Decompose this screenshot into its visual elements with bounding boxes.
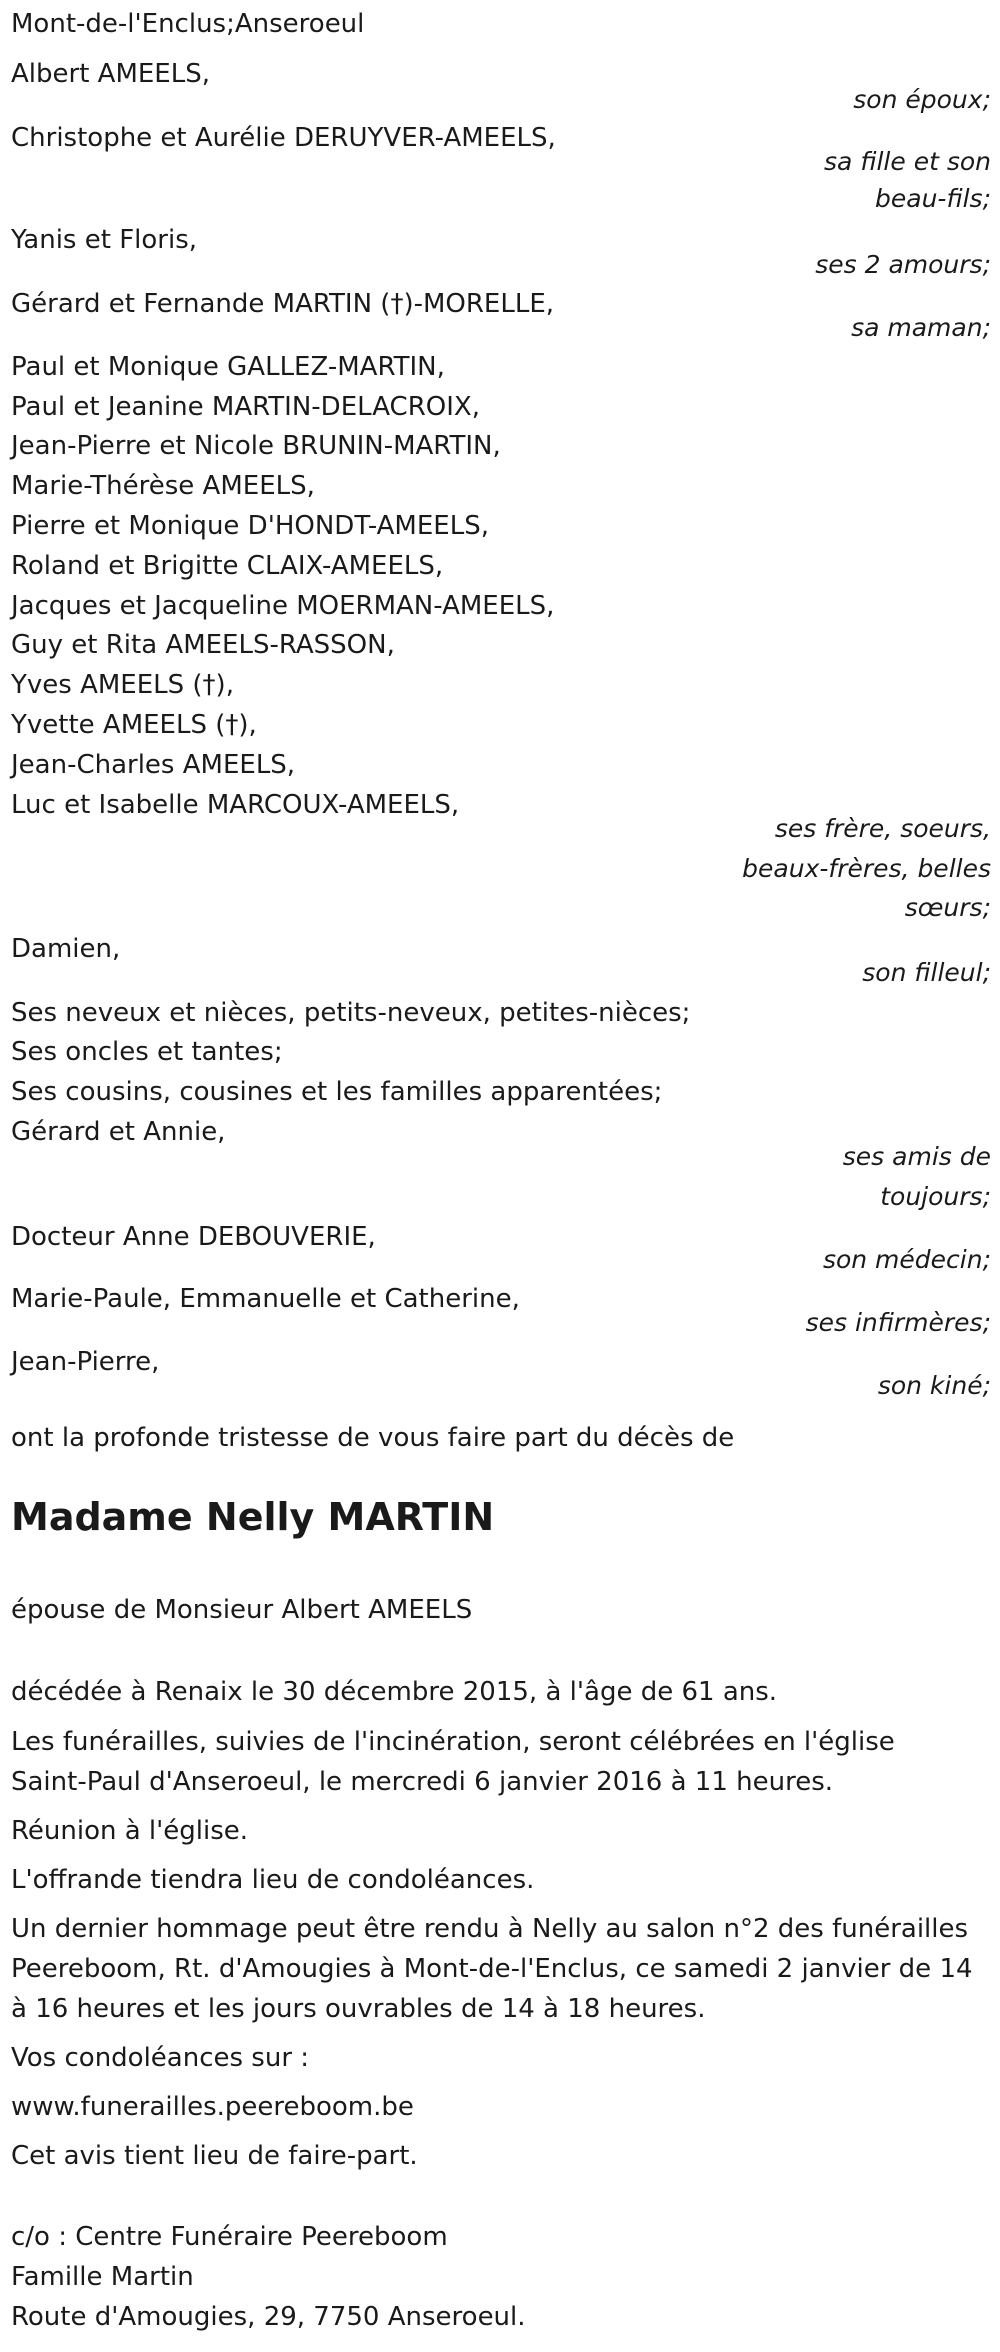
tribute-line: à 16 heures et les jours ouvrables de 14 à 18 heures.	[11, 1994, 706, 2024]
sibling-line: Luc et Isabelle MARCOUX-AMEELS,	[11, 790, 460, 820]
funeral-line: Les funérailles, suivies de l'incinération, seront célébrées en l'église	[11, 1727, 895, 1757]
siblings-role-line2: beaux-frères, belles	[742, 854, 991, 883]
spouse-line: épouse de Monsieur Albert AMEELS	[11, 1595, 473, 1625]
physio-name: Jean-Pierre,	[11, 1347, 160, 1377]
mother-role: sa maman;	[851, 313, 991, 342]
nurses-role: ses infirmères;	[805, 1308, 991, 1337]
husband-role: son époux;	[853, 85, 991, 114]
relatives-line: Ses cousins, cousines et les familles apparentées;	[11, 1077, 663, 1107]
contact-line: Route d'Amougies, 29, 7750 Anseroeul.	[11, 2302, 526, 2332]
grandchildren-role: ses 2 amours;	[815, 250, 991, 279]
nurses-name: Marie-Paule, Emmanuelle et Catherine,	[11, 1284, 520, 1314]
relatives-line: Ses neveux et nièces, petits-neveux, petites-nièces;	[11, 998, 691, 1028]
deceased-name: Madame Nelly MARTIN	[11, 1495, 495, 1539]
grandchildren-name: Yanis et Floris,	[11, 225, 198, 255]
tribute-line: Un dernier hommage peut être rendu à Nelly au salon n°2 des funérailles	[11, 1914, 969, 1944]
location-header: Mont-de-l'Enclus;Anseroeul	[11, 9, 365, 39]
relatives-line: Gérard et Annie,	[11, 1117, 226, 1147]
doctor-role: son médecin;	[822, 1245, 991, 1274]
sibling-line: Jacques et Jacqueline MOERMAN-AMEELS,	[11, 591, 555, 621]
husband-name: Albert AMEELS,	[11, 59, 210, 89]
notice-line: Cet avis tient lieu de faire-part.	[11, 2141, 418, 2171]
mother-name: Gérard et Fernande MARTIN (†)-MORELLE,	[11, 289, 555, 319]
godson-name: Damien,	[11, 934, 121, 964]
doctor-name: Docteur Anne DEBOUVERIE,	[11, 1222, 376, 1252]
daughter-role-line2: beau-fils;	[875, 184, 991, 213]
sibling-line: Yvette AMEELS (†),	[11, 710, 257, 740]
godson-role: son filleul;	[862, 958, 991, 987]
friends-role-line2: toujours;	[880, 1182, 991, 1211]
sibling-line: Pierre et Monique D'HONDT-AMEELS,	[11, 511, 489, 541]
daughter-name: Christophe et Aurélie DERUYVER-AMEELS,	[11, 123, 556, 153]
physio-role: son kiné;	[877, 1371, 991, 1400]
announcement-intro: ont la profonde tristesse de vous faire part du décès de	[11, 1423, 735, 1453]
contact-line: c/o : Centre Funéraire Peereboom	[11, 2222, 448, 2252]
sibling-line: Paul et Jeanine MARTIN-DELACROIX,	[11, 392, 480, 422]
sibling-line: Jean-Charles AMEELS,	[11, 750, 296, 780]
meeting-line: Réunion à l'église.	[11, 1816, 249, 1846]
contact-line: Famille Martin	[11, 2262, 194, 2292]
sibling-line: Guy et Rita AMEELS-RASSON,	[11, 630, 395, 660]
relatives-line: Ses oncles et tantes;	[11, 1037, 283, 1067]
sibling-line: Roland et Brigitte CLAIX-AMEELS,	[11, 551, 444, 581]
sibling-line: Yves AMEELS (†),	[11, 670, 234, 700]
sibling-line: Paul et Monique GALLEZ-MARTIN,	[11, 352, 445, 382]
daughter-role-line1: sa fille et son	[824, 147, 991, 176]
funeral-line: Saint-Paul d'Anseroeul, le mercredi 6 janvier 2016 à 11 heures.	[11, 1767, 834, 1797]
offering-line: L'offrande tiendra lieu de condoléances.	[11, 1865, 535, 1895]
siblings-role-line3: sœurs;	[904, 893, 991, 922]
siblings-role-line1: ses frère, soeurs,	[774, 814, 991, 843]
sibling-line: Jean-Pierre et Nicole BRUNIN-MARTIN,	[11, 431, 501, 461]
death-line: décédée à Renaix le 30 décembre 2015, à l'âge de 61 ans.	[11, 1677, 778, 1707]
tribute-line: Peereboom, Rt. d'Amougies à Mont-de-l'Enclus, ce samedi 2 janvier de 14	[11, 1954, 973, 1984]
condolences-label: Vos condoléances sur :	[11, 2043, 310, 2073]
sibling-line: Marie-Thérèse AMEELS,	[11, 471, 315, 501]
website-link[interactable]: www.funerailles.peereboom.be	[11, 2092, 414, 2122]
friends-role-line1: ses amis de	[842, 1142, 991, 1171]
